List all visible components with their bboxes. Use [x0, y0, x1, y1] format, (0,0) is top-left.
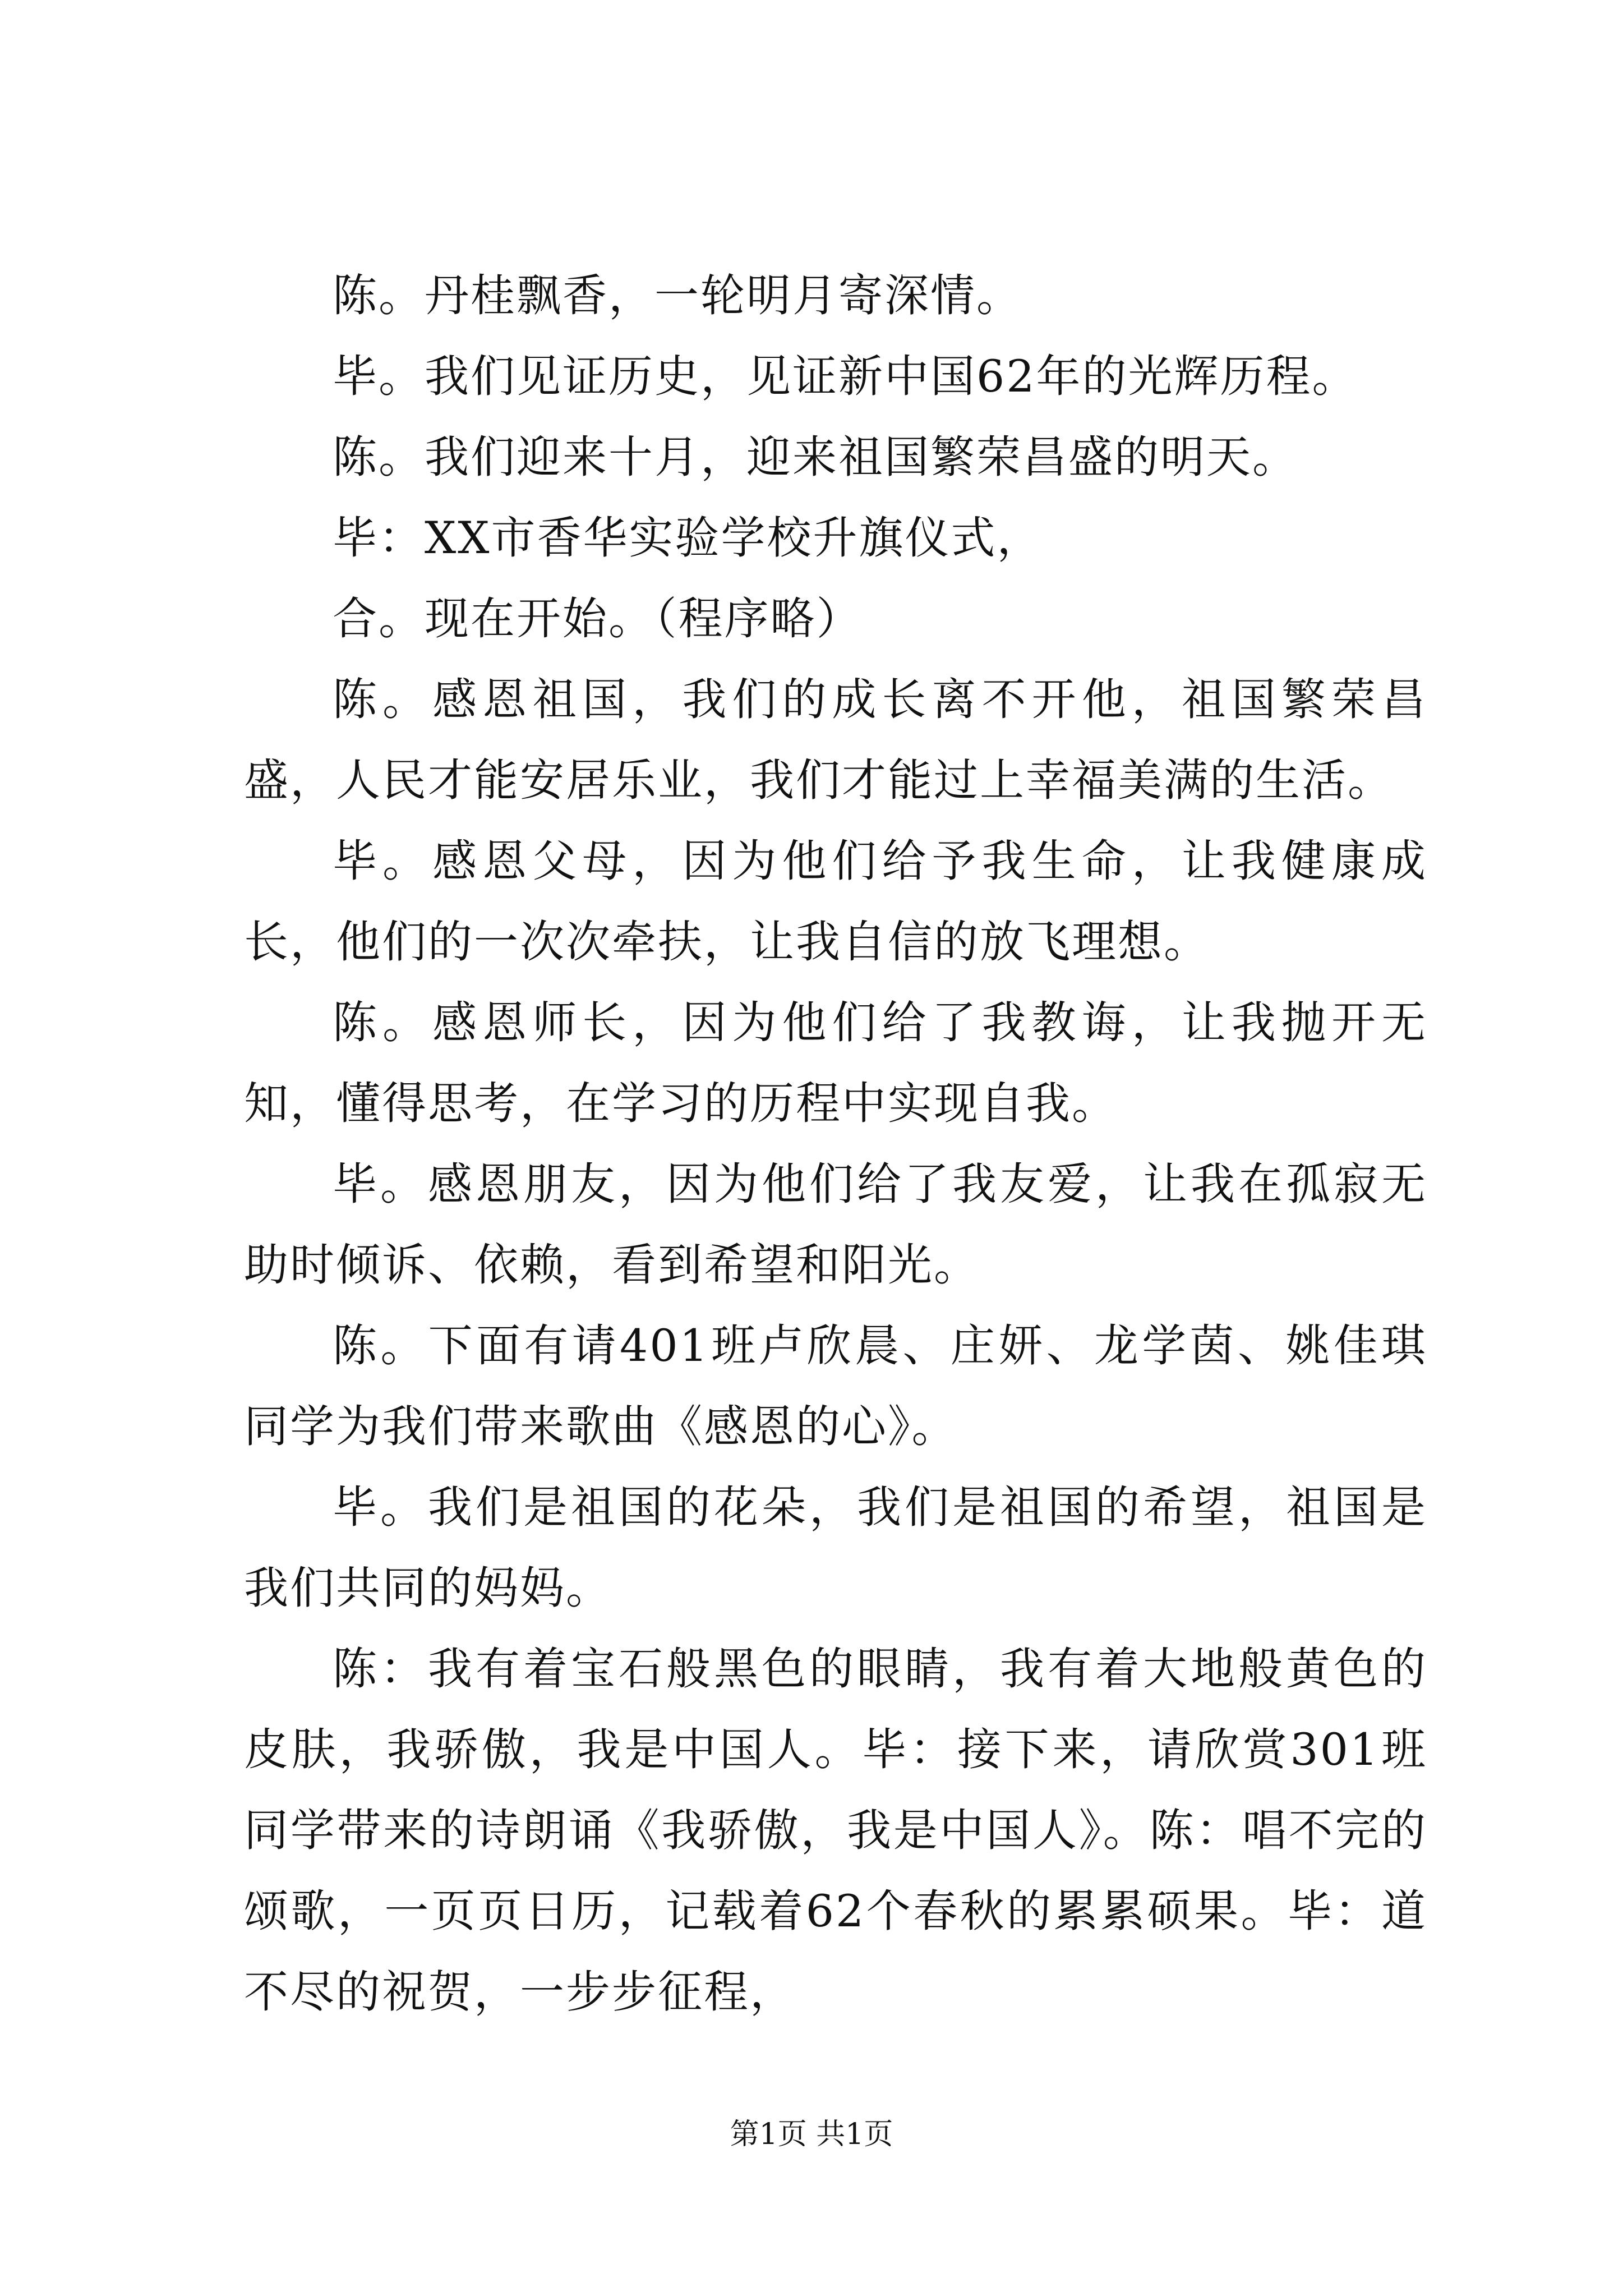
paragraph: 毕。感恩父母，因为他们给予我生命，让我健康成长，他们的一次次牵扶，让我自信的放飞理想。	[244, 835, 1427, 968]
paragraph: 毕。我们见证历史，见证新中国62年的光辉历程。	[333, 351, 1358, 402]
document-body	[244, 255, 1427, 2032]
paragraph: 合。现在开始。（程序略）	[333, 593, 863, 645]
paragraph: 陈。丹桂飘香，一轮明月寄深情。	[333, 270, 1022, 321]
paragraph: 陈。感恩师长，因为他们给了我教诲，让我抛开无知，懂得思考，在学习的历程中实现自我。	[244, 997, 1427, 1129]
paragraph: 陈：我有着宝石般黑色的眼睛，我有着大地般黄色的皮肤，我骄傲，我是中国人。毕：接下来，请欣赏301班同学带来的诗朗诵《我骄傲，我是中国人》。陈：唱不完的颂歌，一页页日历，记载着62个春秋的累累硕果。毕：道不尽的祝贺，一步步征程，	[244, 1643, 1427, 2018]
paragraph: 陈。下面有请401班卢欣晨、庄妍、龙学茵、姚佳琪同学为我们带来歌曲《感恩的心》。	[244, 1320, 1427, 1452]
paragraph: 毕。感恩朋友，因为他们给了我友爱，让我在孤寂无助时倾诉、依赖，看到希望和阳光。	[244, 1158, 1427, 1291]
paragraph: 陈。感恩祖国，我们的成长离不开他，祖国繁荣昌盛，人民才能安居乐业，我们才能过上幸福美满的生活。	[244, 674, 1427, 806]
page-number-footer: 第1页 共1页	[730, 2118, 893, 2151]
paragraph: 陈。我们迎来十月，迎来祖国繁荣昌盛的明天。	[333, 431, 1298, 483]
paragraph: 毕。我们是祖国的花朵，我们是祖国的希望，祖国是我们共同的妈妈。	[244, 1481, 1427, 1614]
paragraph: 毕：XX市香华实验学校升旗仪式，	[333, 512, 1043, 564]
